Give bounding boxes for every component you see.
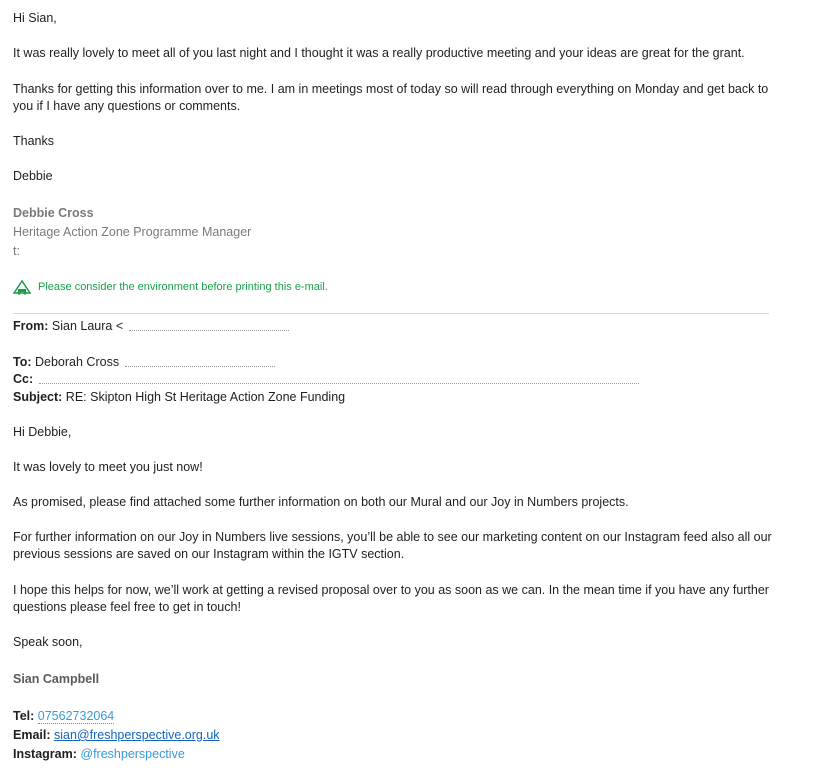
original-signature-name: Sian Campbell [13, 672, 100, 686]
header-divider [13, 313, 769, 314]
cc-label: Cc: [13, 372, 34, 386]
original-paragraph-3: For further information on our Joy in Numbers live sessions, you’ll be able to see our marketing content on our Instagram feed also all our previous sessions are saved on our Instagram within the IGTV section. [13, 530, 772, 561]
header-to [13, 354, 275, 371]
signature-full-name: Debbie Cross [13, 206, 94, 220]
tel-link[interactable]: 07562732064 [37, 709, 115, 723]
signature-instagram [13, 746, 185, 763]
header-subject [13, 389, 345, 406]
redacted-address [129, 322, 289, 331]
reply-paragraph-1: It was really lovely to meet all of you last night and I thought it was a really productive meeting and your ideas are great for the grant. [13, 46, 745, 60]
subject-label: Subject: [13, 390, 63, 404]
header-from [13, 318, 289, 335]
signature-tel-label: t: [13, 244, 20, 258]
eco-notice: Please consider the environment before printing this e-mail. [38, 281, 328, 293]
to-value: Deborah Cross [35, 355, 120, 369]
email-label: Email: [13, 728, 51, 742]
to-label: To: [13, 355, 32, 369]
redacted-cc-list [39, 375, 639, 384]
header-cc [13, 371, 639, 388]
redacted-address [125, 358, 275, 367]
signature-tel [13, 708, 114, 725]
reply-thanks: Thanks [13, 134, 54, 148]
signature-title: Heritage Action Zone Programme Manager [13, 225, 252, 239]
original-paragraph-1: It was lovely to meet you just now! [13, 460, 203, 474]
email-link[interactable]: sian@freshperspective.org.uk [54, 728, 220, 742]
original-greeting: Hi Debbie, [13, 425, 72, 439]
redacted-sent-line [13, 337, 163, 344]
tel-label: Tel: [13, 709, 35, 723]
from-label: From: [13, 319, 49, 333]
original-paragraph-4: I hope this helps for now, we’ll work at getting a revised proposal over to you as soon as we can. In the mean time if you have any further questions please feel free to get in touch! [13, 583, 769, 614]
subject-value: RE: Skipton High St Heritage Action Zone Funding [65, 390, 346, 404]
recycle-truck-icon [13, 279, 31, 295]
reply-paragraph-2: Thanks for getting this information over to me. I am in meetings most of today so will read through everything on Monday and get back to you if I have any questions or comments. [13, 82, 769, 113]
reply-name: Debbie [13, 169, 53, 183]
signature-email [13, 727, 220, 744]
instagram-label: Instagram: [13, 747, 77, 761]
from-value: Sian Laura < [51, 319, 124, 333]
instagram-link[interactable]: @freshperspective [80, 747, 185, 761]
reply-greeting: Hi Sian, [13, 11, 57, 25]
original-paragraph-2: As promised, please find attached some further information on both our Mural and our Joy in Numbers projects. [13, 495, 629, 509]
original-signoff: Speak soon, [13, 635, 83, 649]
